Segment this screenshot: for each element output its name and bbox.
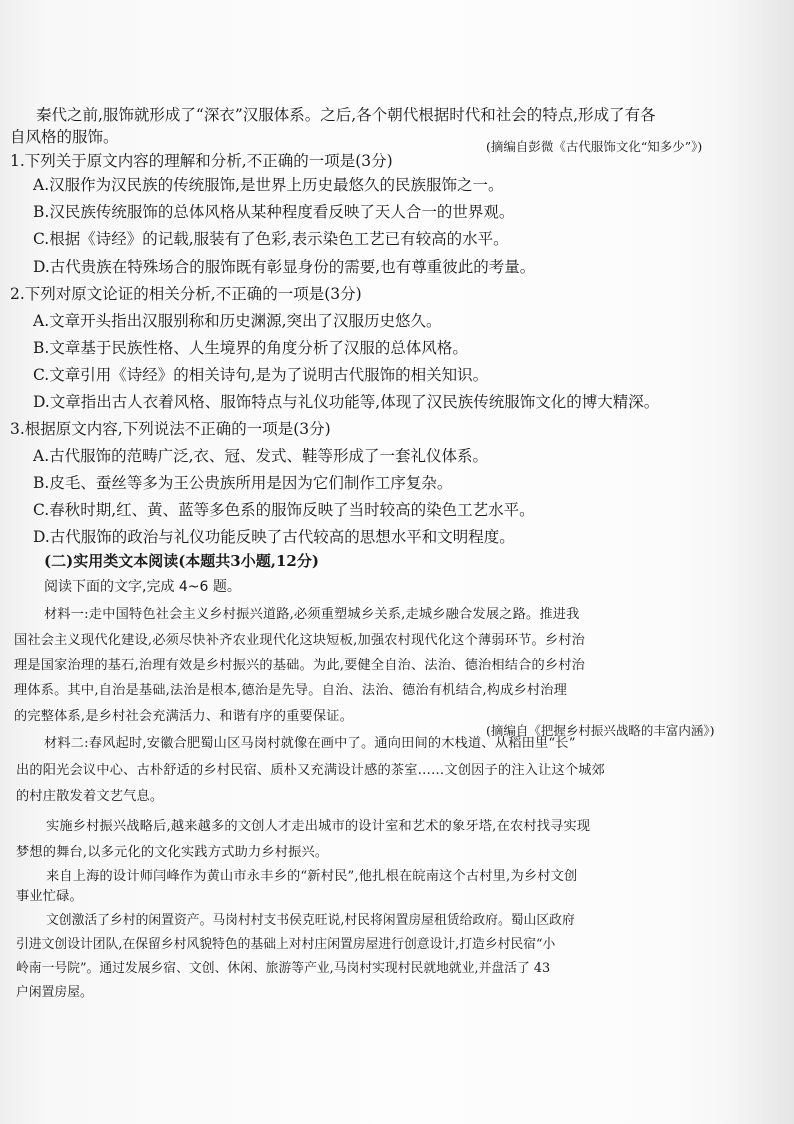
section-instruction: 阅读下面的文字,完成 4~6 题。 [44,579,241,595]
question-2-stem: 2.下列对原文论证的相关分析,不正确的一项是(3分) [10,285,362,303]
question-2-option-c: C.文章引用《诗经》的相关诗句,是为了说明古代服饰的相关知识。 [33,366,489,384]
material2-line-1: 材料二:春风起时,安徽合肥蜀山区马岗村就像在画中了。通向田间的木栈道、从稻田里“长” [44,736,576,751]
passage-line-2: 自风格的服饰。 [10,128,119,146]
material2-para4-line-1: 文创激活了乡村的闲置资产。马岗村村支书侯克旺说,村民将闲置房屋租赁给政府。蜀山区政府 [46,913,575,928]
question-1-option-c: C.根据《诗经》的记载,服装有了色彩,表示染色工艺已有较高的水平。 [33,230,509,248]
material1-line-2: 国社会主义现代化建设,必须尽快补齐农业现代化这块短板,加强农村现代化这个薄弱环节。乡村治 [14,633,586,648]
material1-line-1: 材料一:走中国特色社会主义乡村振兴道路,必须重塑城乡关系,走城乡融合发展之路。推进我 [44,607,580,622]
material1-line-4: 理体系。其中,自治是基础,法治是根本,德治是先导。自治、法治、德治有机结合,构成乡村治理 [14,683,568,698]
question-2-option-a: A.文章开头指出汉服别称和历史渊源,突出了汉服历史悠久。 [33,312,442,330]
material1-line-5: 的完整体系,是乡村社会充满活力、和谐有序的重要保证。 [14,709,354,724]
question-2-option-d: D.文章指出古人衣着风格、服饰特点与礼仪功能等,体现了汉民族传统服饰文化的博大精深。 [33,393,660,411]
material2-para2-line-2: 梦想的舞台,以多元化的文化实践方式助力乡村振兴。 [16,845,329,860]
question-3-option-c: C.春秋时期,红、黄、蓝等多色系的服饰反映了当时较高的染色工艺水平。 [33,501,535,519]
material2-para4-line-2: 引进文创设计团队,在保留乡村风貌特色的基础上对村庄闲置房屋进行创意设计,打造乡村民宿“小 [16,937,556,952]
material2-line-3: 的村庄散发着文艺气息。 [16,789,164,804]
section-heading: (二)实用类文本阅读(本题共3小题,12分) [44,552,319,570]
question-3-option-a: A.古代服饰的范畴广泛,衣、冠、发式、鞋等形成了一套礼仪体系。 [33,447,489,465]
material2-para3-line-2: 事业忙碌。 [16,889,83,904]
material2-para3-line-1: 来自上海的设计师闫峰作为黄山市永丰乡的“新村民”,他扎根在皖南这个古村里,为乡村文创 [46,869,578,884]
question-1-option-b: B.汉民族传统服饰的总体风格从某种程度看反映了天人合一的世界观。 [33,203,515,221]
page-edge-shadow [724,0,794,1124]
passage-line-1: 秦代之前,服饰就形成了“深衣”汉服体系。之后,各个朝代根据时代和社会的特点,形成了有各 [36,106,656,124]
material2-para4-line-3: 岭南一号院”。通过发展乡宿、文创、休闲、旅游等产业,马岗村实现村民就地就业,并盘活了 43 [16,961,551,976]
question-2-option-b: B.文章基于民族性格、人生境界的角度分析了汉服的总体风格。 [33,339,468,357]
material2-para4-line-4: 户闲置房屋。 [16,985,93,1000]
question-1-stem: 1.下列关于原文内容的理解和分析,不正确的一项是(3分) [10,152,393,170]
question-3-option-b: B.皮毛、蚕丝等多为王公贵族所用是因为它们制作工序复杂。 [33,474,453,492]
question-1-option-a: A.汉服作为汉民族的传统服饰,是世界上历史最悠久的民族服饰之一。 [33,176,504,194]
question-3-stem: 3.根据原文内容,下列说法不正确的一项是(3分) [10,420,331,438]
material1-source: (摘编自《把握乡村振兴战略的丰富内涵》) [486,723,715,738]
material2-para2-line-1: 实施乡村振兴战略后,越来越多的文创人才走出城市的设计室和艺术的象牙塔,在农村找寻实现 [46,819,591,834]
passage-source: (摘编自彭微《古代服饰文化“知多少”》) [486,139,703,154]
question-3-option-d: D.古代服饰的政治与礼仪功能反映了古代较高的思想水平和文明程度。 [33,528,515,546]
material1-line-3: 理是国家治理的基石,治理有效是乡村振兴的基础。为此,要健全自治、法治、德治相结合的乡村治 [14,658,586,673]
material2-line-2: 出的阳光会议中心、古朴舒适的乡村民宿、质朴又充满设计感的茶室……文创因子的注入让这个城郊 [16,763,606,778]
question-1-option-d: D.古代贵族在特殊场合的服饰既有彰显身份的需要,也有尊重彼此的考量。 [33,258,536,276]
